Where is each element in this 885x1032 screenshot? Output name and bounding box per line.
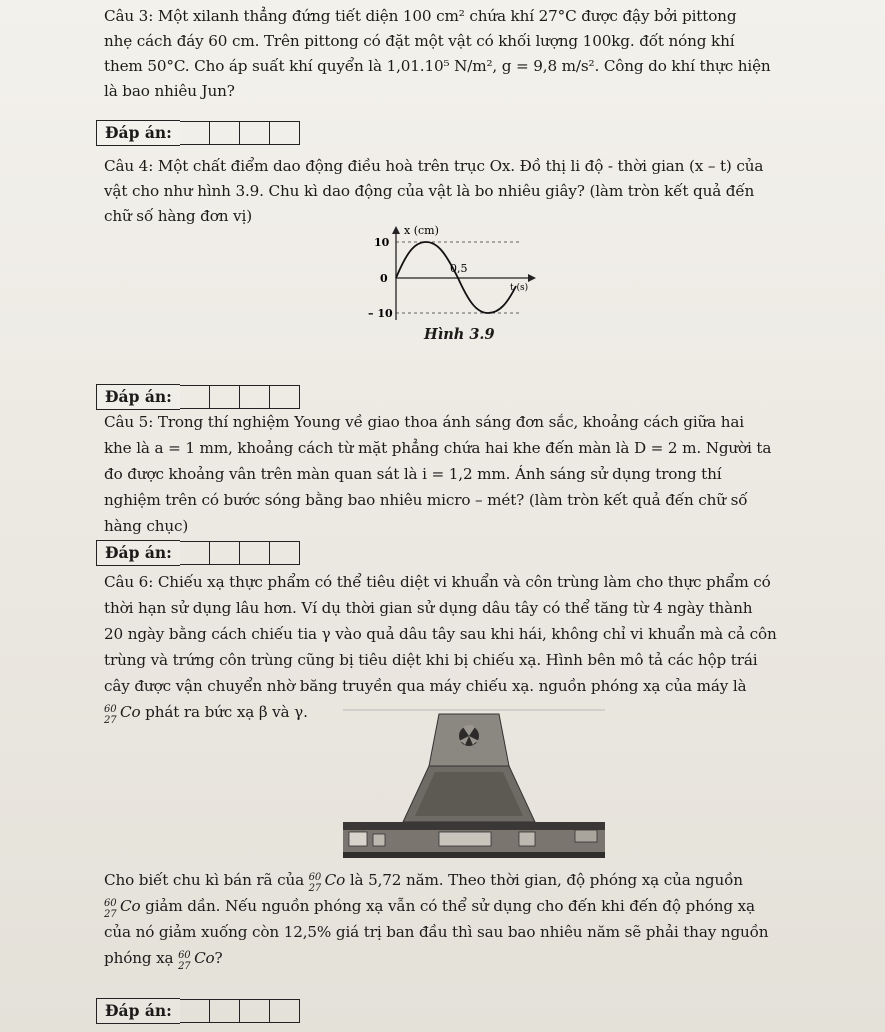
fruit-box <box>519 832 535 846</box>
answer-box[interactable] <box>240 999 270 1023</box>
fruit-box <box>575 830 597 842</box>
q5-line-4: nghiệm trên có bước sóng bằng bao nhiêu micro – mét? (làm tròn kết quả đến chữ số <box>104 491 748 509</box>
q3-line-2: nhẹ cách đáy 60 cm. Trên pittong có đặt một vật có khối lượng 100kg. đốt nóng khí <box>104 32 735 50</box>
figure-caption: Hình 3.9 <box>424 326 495 343</box>
q3-line-4: là bao nhiêu Jun? <box>104 82 235 100</box>
q6-after-line-4: phóng xạ 60 27 Co? <box>104 949 223 972</box>
q6-line-4: trùng và trứng côn trùng cũng bị tiêu diệt khi bị chiếu xạ. Hình bên mô tả các hộp trái <box>104 651 758 669</box>
tick-top: 10 <box>374 236 390 249</box>
q5-line-5: hàng chục) <box>104 517 189 535</box>
oscillation-graph <box>340 222 540 324</box>
answer-box[interactable] <box>180 121 210 145</box>
answer-box[interactable] <box>210 999 240 1023</box>
fruit-box <box>349 832 367 846</box>
q3-line-1: Câu 3: Một xilanh thẳng đứng tiết diện 100 cm² chứa khí 27°C được đậy bởi pittong <box>104 7 737 25</box>
answer-box[interactable] <box>270 385 300 409</box>
q5-answer-label: Đáp án: <box>96 540 180 566</box>
q5-line-1: Câu 5: Trong thí nghiệm Young về giao thoa ánh sáng đơn sắc, khoảng cách giữa hai <box>104 413 744 431</box>
q4-answer-label: Đáp án: <box>96 384 180 410</box>
answer-box[interactable] <box>240 541 270 565</box>
x-axis-label: t (s) <box>510 283 529 293</box>
irradiation-machine-figure <box>343 708 605 866</box>
q3-answer-label: Đáp án: <box>96 120 180 146</box>
q6-answer-label: Đáp án: <box>96 998 180 1024</box>
tick-zero: 0 <box>380 272 388 285</box>
fruit-box <box>373 834 385 846</box>
tick-bottom: – 10 <box>368 307 393 320</box>
answer-box[interactable] <box>210 541 240 565</box>
answer-box[interactable] <box>210 121 240 145</box>
x-axis-arrow <box>528 274 536 282</box>
q6-after-line-1: Cho biết chu kì bán rã của 60 27 Co là 5,72 năm. Theo thời gian, độ phóng xạ của nguồn <box>104 871 743 894</box>
y-axis-label: x (cm) <box>404 224 439 237</box>
answer-box[interactable] <box>180 541 210 565</box>
q5-line-2: khe là a = 1 mm, khoảng cách từ mặt phẳng chứa hai khe đến màn là D = 2 m. Người ta <box>104 439 772 457</box>
q4-answer-row <box>96 384 300 410</box>
answer-box[interactable] <box>270 541 300 565</box>
conveyor-belt <box>343 822 605 830</box>
tick-time: 0,5 <box>450 262 468 275</box>
nuclide-symbol: 60 27 <box>104 704 117 726</box>
answer-box[interactable] <box>240 385 270 409</box>
q4-line-1: Câu 4: Một chất điểm dao động điều hoà trên trục Ox. Đồ thị li độ - thời gian (x – t) của <box>104 157 764 175</box>
q5-line-3: đo được khoảng vân trên màn quan sát là i = 1,2 mm. Ánh sáng sử dụng trong thí <box>104 465 722 483</box>
answer-box[interactable] <box>240 121 270 145</box>
q6-line-2: thời hạn sử dụng lâu hơn. Ví dụ thời gian sử dụng dâu tây có thể tăng từ 4 ngày thành <box>104 599 753 617</box>
q4-line-3: chữ số hàng đơn vị) <box>104 207 252 225</box>
q4-line-2: vật cho như hình 3.9. Chu kì dao động của vật là bo nhiêu giây? (làm tròn kết quả đến <box>104 182 755 200</box>
q6-line-1: Câu 6: Chiếu xạ thực phẩm có thể tiêu diệt vi khuẩn và côn trùng làm cho thực phẩm có <box>104 573 771 591</box>
q6-line-3: 20 ngày bằng cách chiếu tia γ vào quả dâu tây sau khi hái, không chỉ vi khuẩn mà cả côn <box>104 625 777 643</box>
answer-box[interactable] <box>210 385 240 409</box>
answer-box[interactable] <box>180 999 210 1023</box>
q3-line-3: them 50°C. Cho áp suất khí quyển là 1,01.10⁵ N/m², g = 9,8 m/s². Công do khí thực hiện <box>104 57 771 75</box>
q6-line-6: 60 27 Co phát ra bức xạ β và γ. <box>104 703 308 726</box>
q6-after-line-3: của nó giảm xuống còn 12,5% giá trị ban đầu thì sau bao nhiêu năm sẽ phải thay nguồn <box>104 923 769 941</box>
q3-answer-row <box>96 120 300 146</box>
answer-box[interactable] <box>270 999 300 1023</box>
q6-after-line-2: 60 27 Co giảm dần. Nếu nguồn phóng xạ vẫn có thể sử dụng cho đến khi đến độ phóng xạ <box>104 897 755 920</box>
q5-answer-row <box>96 540 300 566</box>
y-axis-arrow <box>392 226 400 234</box>
fruit-box <box>439 832 491 846</box>
answer-box[interactable] <box>270 121 300 145</box>
answer-box[interactable] <box>180 385 210 409</box>
q6-line-5: cây được vận chuyển nhờ băng truyền qua máy chiếu xạ. nguồn phóng xạ của máy là <box>104 677 747 695</box>
q6-answer-row <box>96 998 300 1024</box>
